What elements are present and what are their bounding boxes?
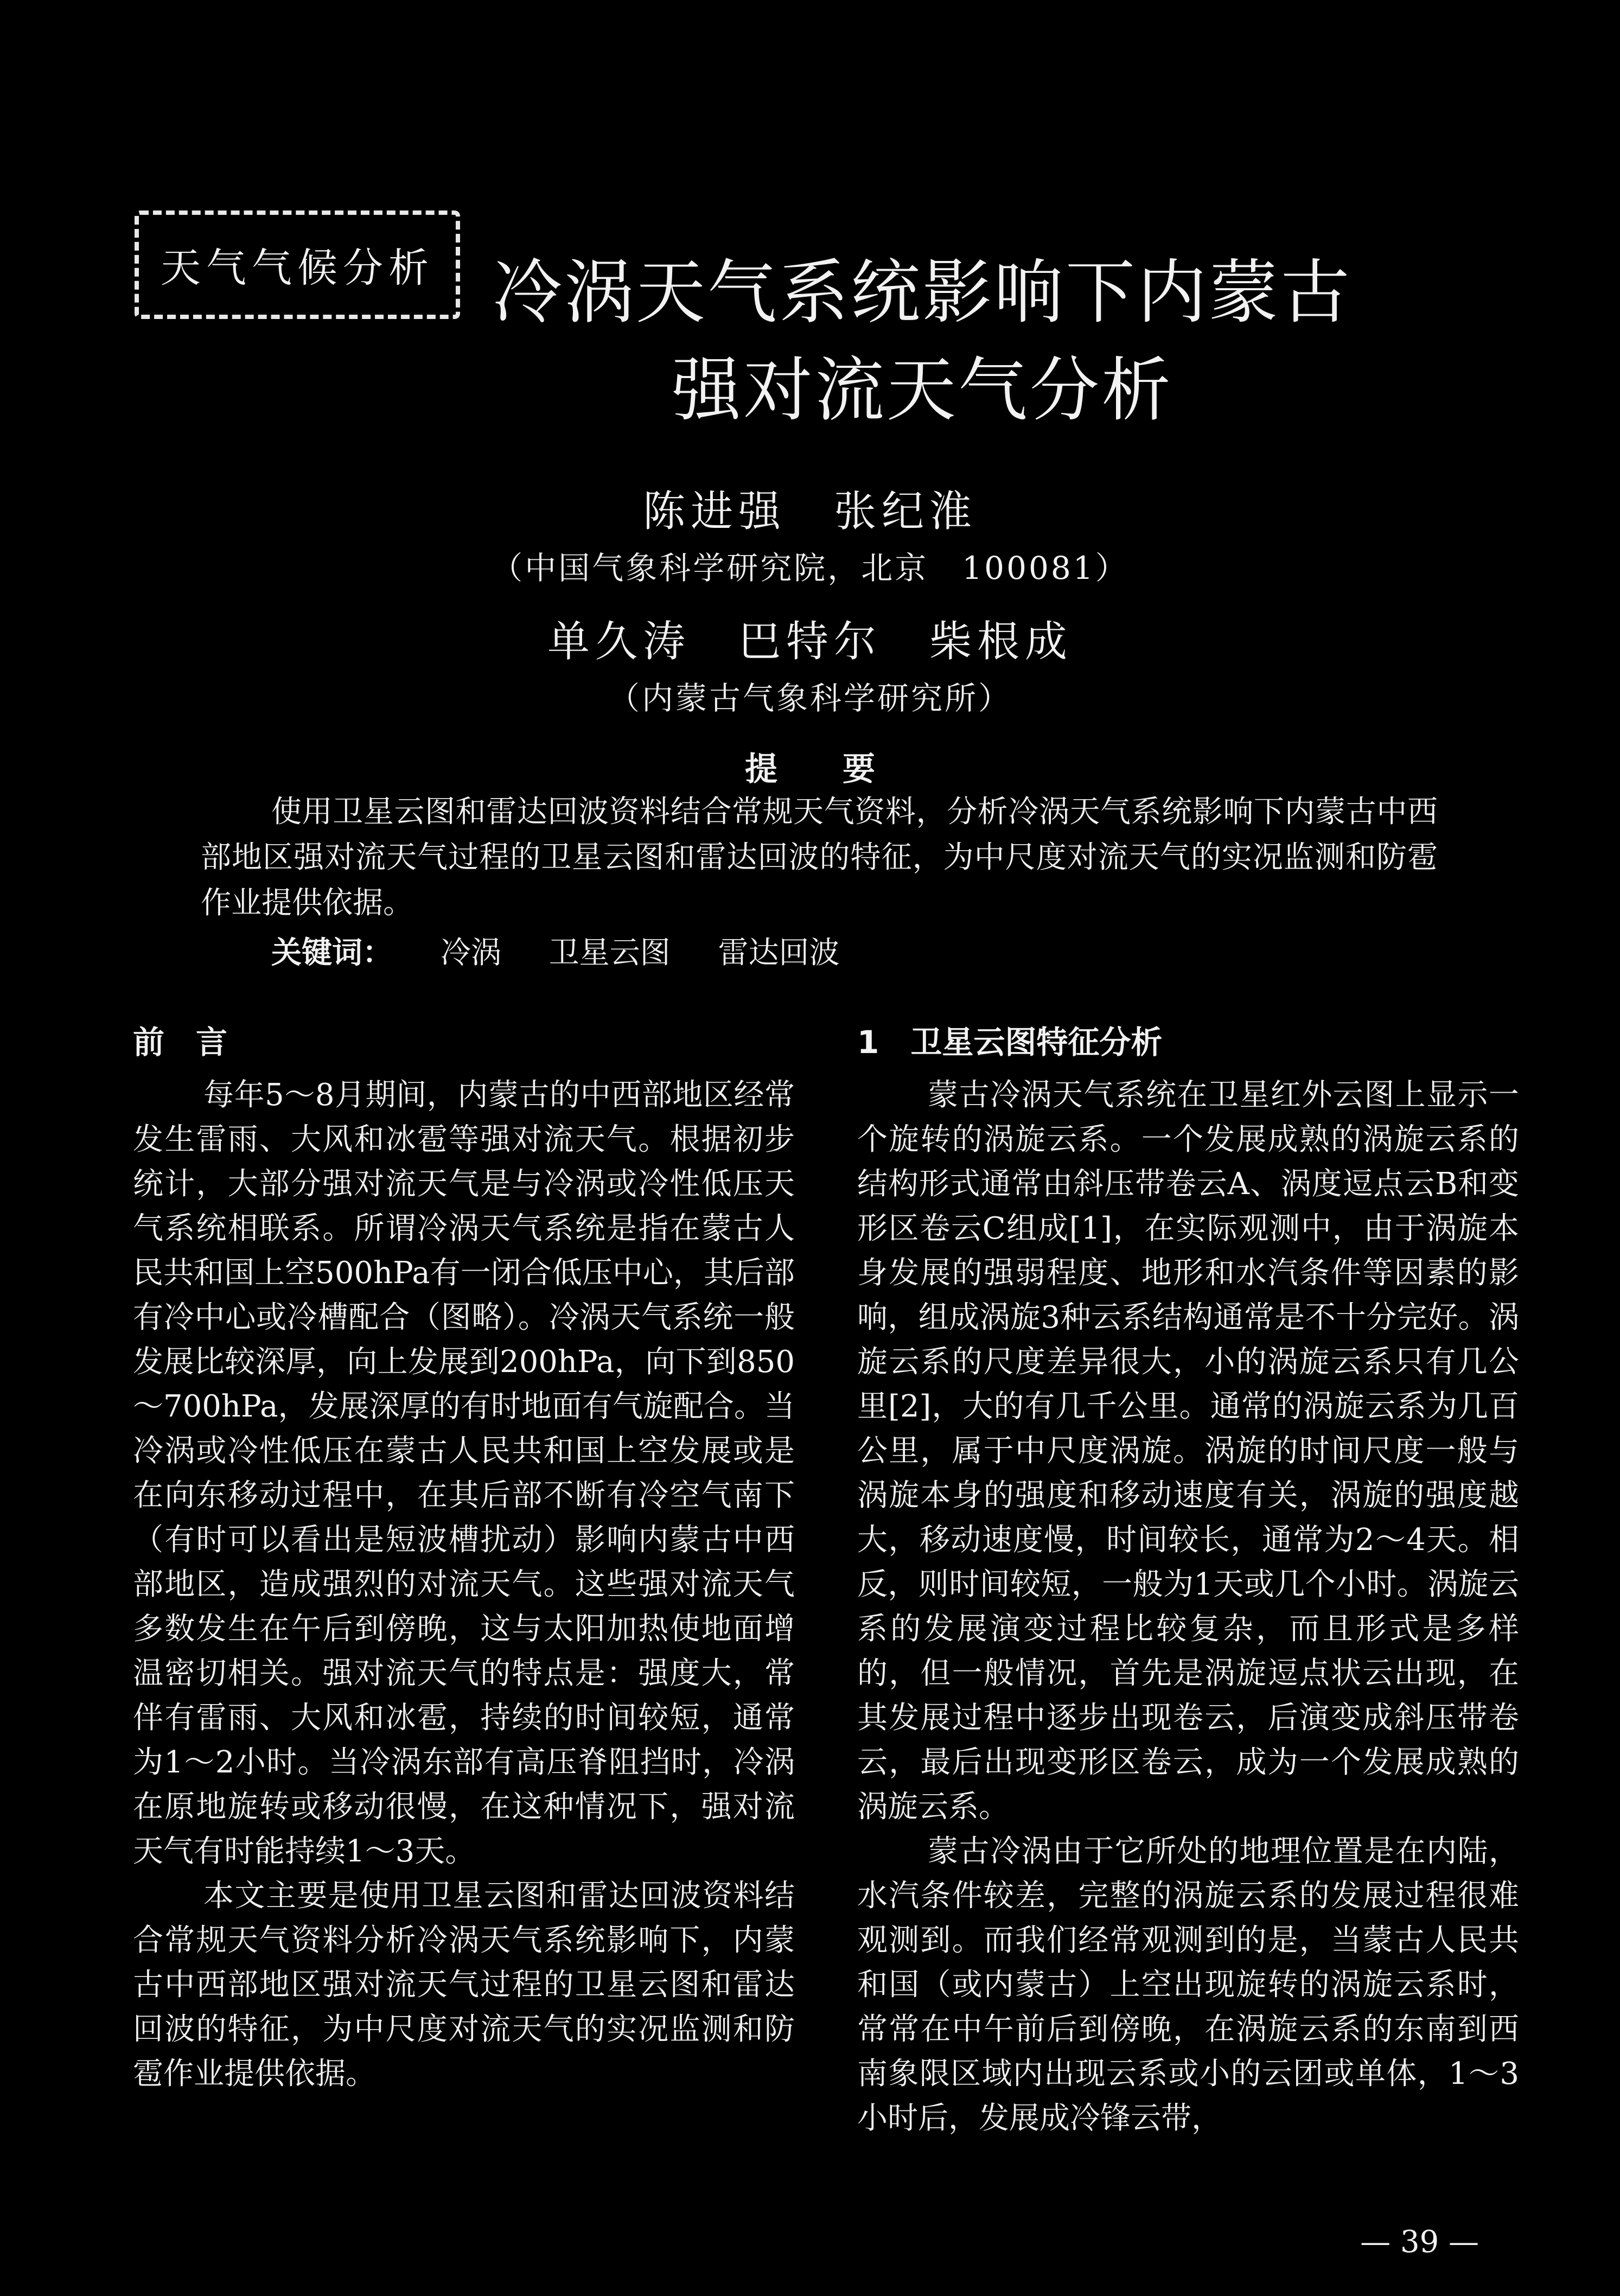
keywords-label: 关键词： (271, 935, 393, 971)
left-column (133, 1020, 795, 2096)
section-tag: 天气气候分析 (135, 211, 460, 319)
author-affiliation-1: （中国气象科学研究院，北京 100081） (491, 550, 1129, 586)
abstract-heading: 提要 (745, 750, 940, 788)
page-number: — 39 — (1360, 2224, 1479, 2260)
keyword: 雷达回波 (718, 935, 840, 971)
intro-paragraph-1: 每年5～8月期间，内蒙古的中西部地区经常发生雷雨、大风和冰雹等强对流天气。根据初步统计，大部分强对流天气是与冷涡或冷性低压天气系统相联系。所谓冷涡天气系统是指在蒙古人民共和国上空500hPa有一闭合低压中心，其后部有冷中心或冷槽配合（图略）。冷涡天气系统一般发展比较深厚，向上发展到200hPa，向下到850～700hPa，发展深厚的有时地面有气旋配合。当冷涡或冷性低压在蒙古人民共和国上空发展或是在向东移动过程中，在其后部不断有冷空气南下（有时可以看出是短波槽扰动）影响内蒙古中西部地区，造成强烈的对流天气。这些强对流天气多数发生在午后到傍晚，这与太阳加热使地面增温密切相关。强对流天气的特点是：强度大，常伴有雷雨、大风和冰雹，持续的时间较短，通常为1～2小时。当冷涡东部有高压脊阻挡时，冷涡在原地旋转或移动很慢，在这种情况下，强对流天气有时能持续1～3天。 (133, 1077, 795, 1869)
section1-paragraph-2: 蒙古冷涡由于它所处的地理位置是在内陆，水汽条件较差，完整的涡旋云系的发展过程很难观测到。而我们经常观测到的是，当蒙古人民共和国（或内蒙古）上空出现旋转的涡旋云系时，常常在中午前后到傍晚，在涡旋云系的东南到西南象限区域内出现云系或小的云团或单体，1～3小时后，发展成冷锋云带， (857, 1834, 1519, 2136)
intro-paragraph-2: 本文主要是使用卫星云图和雷达回波资料结合常规天气资料分析冷涡天气系统影响下，内蒙古中西部地区强对流天气过程的卫星云图和雷达回波的特征，为中尺度对流天气的实况监测和防雹作业提供依据。 (133, 1878, 795, 2091)
keyword: 卫星云图 (548, 935, 671, 971)
article-title-line-2: 强对流天气分析 (671, 350, 1173, 431)
author-affiliation-2: （内蒙古气象科学研究所） (608, 680, 1012, 717)
section1-paragraph-1: 蒙古冷涡天气系统在卫星红外云图上显示一个旋转的涡旋云系。一个发展成熟的涡旋云系的结构形式通常由斜压带卷云A、涡度逗点云B和变形区卷云C组成[1]，在实际观测中，由于涡旋本身发展的强弱程度、地形和水汽条件等因素的影响，组成涡旋3种云系结构通常是不十分完好。涡旋云系的尺度差异很大，小的涡旋云系只有几公里[2]，大的有几千公里。通常的涡旋云系为几百公里，属于中尺度涡旋。涡旋的时间尺度一般与涡旋本身的强度和移动速度有关，涡旋的强度越大，移动速度慢，时间较长，通常为2～4天。相反，则时间较短，一般为1天或几个小时。涡旋云系的发展演变过程比较复杂，而且形式是多样的，但一般情况，首先是涡旋逗点状云出现，在其发展过程中逐步出现卷云，后演变成斜压带卷云，最后出现变形区卷云，成为一个发展成熟的涡旋云系。 (857, 1077, 1519, 1825)
article-title-line-1: 冷涡天气系统影响下内蒙古 (492, 252, 1352, 333)
keywords-line (271, 929, 839, 972)
section1-heading: 1 卫星云图特征分析 (857, 1024, 1163, 1061)
intro-heading: 前 言 (133, 1024, 228, 1061)
right-column (857, 1020, 1519, 2141)
author-names-2: 单久涛 巴特尔 柴根成 (547, 617, 1073, 666)
author-names-1: 陈进强 张纪淮 (642, 487, 977, 536)
abstract-text: 使用卫星云图和雷达回波资料结合常规天气资料，分析冷涡天气系统影响下内蒙古中西部地区强对流天气过程的卫星云图和雷达回波的特征，为中尺度对流天气的实况监测和防雹作业提供依据。 (201, 794, 1438, 921)
keyword: 冷涡 (440, 935, 501, 971)
